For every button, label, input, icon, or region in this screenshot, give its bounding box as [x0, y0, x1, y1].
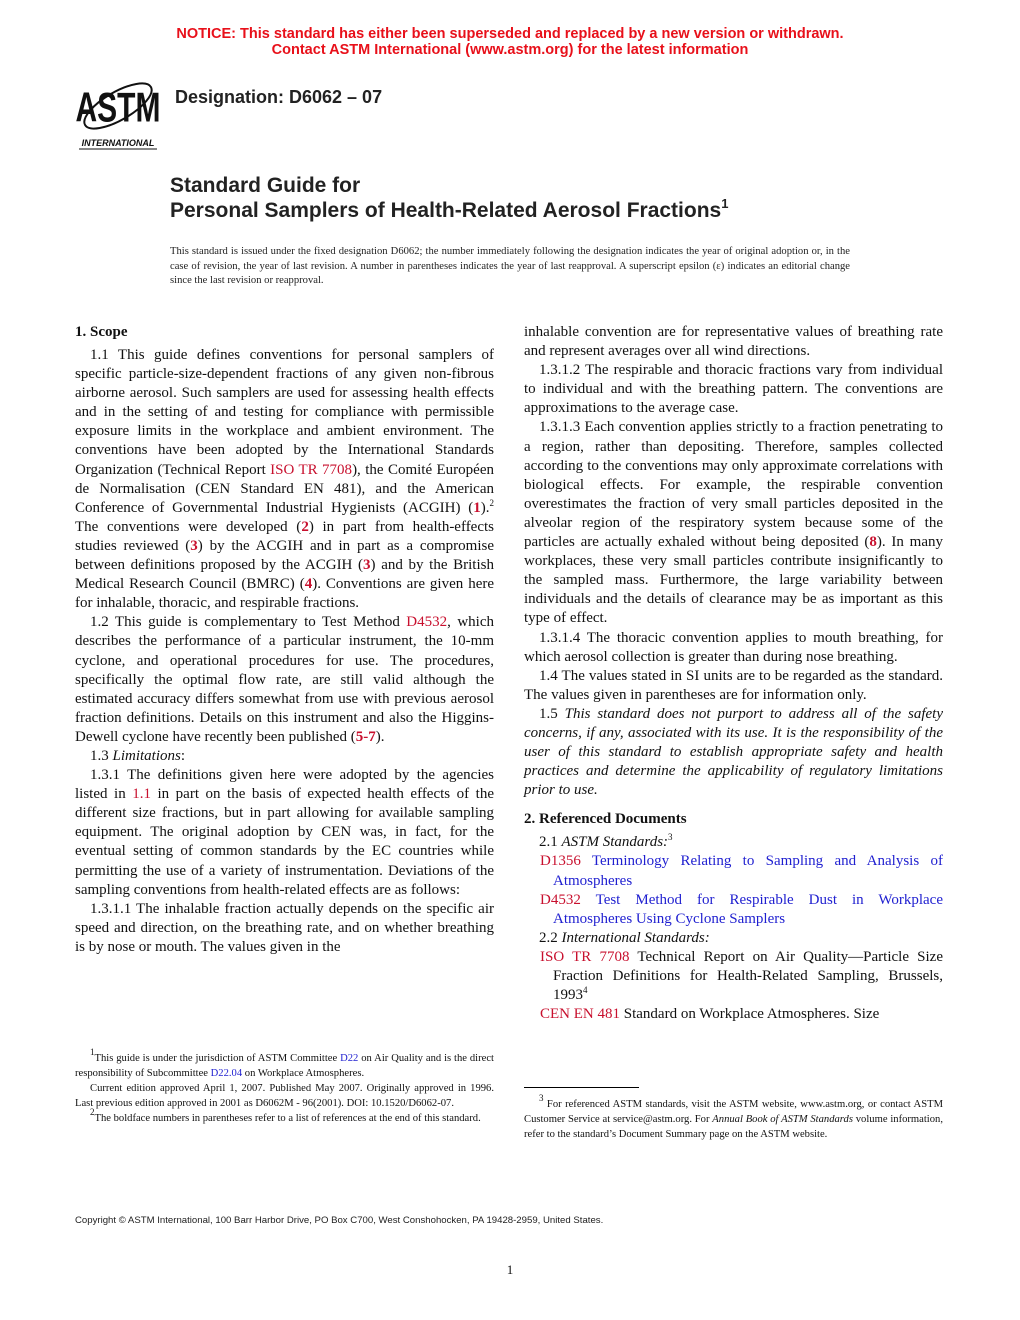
- section-heading: [75, 323, 494, 342]
- text: Standard on Workplace Atmospheres. Size: [620, 1006, 880, 1023]
- astm-logo: [76, 74, 160, 150]
- paragraph: [524, 667, 943, 705]
- text: volume information, refer to the standard’s Document Summary page on the ASTM website.: [524, 1114, 943, 1140]
- link[interactable]: D22: [340, 1053, 359, 1064]
- footnotes-right: [524, 1093, 943, 1142]
- text: 1.3: [90, 747, 113, 764]
- text: ) by the ACGIH and in part as a compromise between definitions proposed by the ACGIH (: [75, 537, 494, 574]
- link[interactable]: 1.1: [132, 786, 151, 803]
- paragraph: [75, 766, 494, 900]
- reference-number-link[interactable]: 4: [304, 576, 313, 593]
- text: 1.1 This guide defines conventions for personal samplers of specific particle-size-dependent fractions of any given non-fibrous airborne aerosol. Such samplers are used for assessing health effects and in the setting of and testing for compliance with permissible exposure limits in the workplace and ambient environment. The conventions have been adopted by the International Standards Organization (Technical Report: [75, 347, 494, 478]
- text: 2.2: [539, 929, 562, 946]
- paragraph: [75, 1107, 494, 1126]
- link[interactable]: D4532: [406, 614, 448, 631]
- text: This guide is under the jurisdiction of ASTM Committee: [94, 1053, 341, 1064]
- footnote-ref[interactable]: 2: [489, 497, 494, 508]
- footnote-ref[interactable]: 3: [668, 832, 673, 843]
- reference-number-link[interactable]: 2: [301, 518, 309, 535]
- paragraph: [524, 1093, 943, 1142]
- text: 1.4 The values stated in SI units are to be regarded as the standard. The values given in parentheses are for information only.: [524, 667, 943, 703]
- supersession-notice: [0, 26, 1020, 58]
- link[interactable]: Terminology Relating to Sampling and Analysis of Atmospheres: [553, 853, 943, 889]
- text: Technical Report on Air Quality—Particle Size Fraction Definitions for Health-Related Sampling, Brussels, 1993: [553, 948, 943, 1004]
- left-column: [75, 323, 494, 957]
- document-title: [170, 173, 728, 223]
- paragraph: [524, 361, 943, 418]
- text: on Workplace Atmospheres.: [242, 1068, 365, 1079]
- footnote-divider: [524, 1087, 639, 1088]
- paragraph: [524, 418, 943, 628]
- text: 2. Referenced Documents: [524, 811, 687, 828]
- link[interactable]: CEN EN 481: [540, 1006, 620, 1023]
- text: ). In many workplaces, these very small particles contribute insignificantly to the sampled mass. Furthermore, the large variability between individuals and the details of clearance may be as important as this type of effect.: [524, 534, 943, 627]
- reference-number-link[interactable]: 3: [190, 537, 198, 554]
- text: ).: [375, 728, 385, 745]
- reference-number-link[interactable]: 3: [363, 557, 371, 574]
- copyright: Copyright © ASTM International, 100 Barr Harbor Drive, PO Box C700, West Conshohocken, PA 19428-2959, United States.: [75, 1215, 604, 1226]
- italic-text: Annual Book of ASTM Standards: [712, 1114, 853, 1125]
- designation: Designation: D6062 – 07: [175, 87, 383, 107]
- text: 1.3.1 The definitions given here were adopted by the agencies listed in: [75, 767, 494, 803]
- svg-text:INTERNATIONAL: INTERNATIONAL: [81, 138, 155, 148]
- text: The conventions were developed (: [75, 518, 302, 535]
- text: ).: [480, 499, 490, 516]
- text: 1. Scope: [75, 324, 128, 340]
- text: in part on the basis of expected health effects of the different size fractions, but in part allowing for available sampling equipment. The original adoption by CEN was, in fact, for the eventual setting of common standards by the EC countries while permitting the use of a variety of instrumentation. Deviations of the sampling conventions from health-related effects are as follows:: [75, 786, 494, 898]
- link[interactable]: D22.04: [210, 1068, 243, 1079]
- text: ) in part from health-effects studies reviewed (: [75, 518, 495, 554]
- text: 1.3.1.3 Each convention applies strictly to a fraction penetrating to a region, rather than depositing. Therefore, samples collected according to the conventions may only approximate correlations with biological effects. For example, the respirable convention overestimates the fraction of very small particles deposited in the alveolar region of the respiratory system because some of the particles are actually exhaled without being deposited (: [524, 419, 943, 551]
- paragraph: [524, 705, 943, 800]
- text: :: [180, 747, 186, 764]
- page-number: 1: [506, 1262, 514, 1277]
- paragraph: [75, 747, 494, 766]
- paragraph: [75, 346, 494, 613]
- text: 1.3.1.2 The respirable and thoracic fractions vary from individual to individual and with the breathing pattern. The conventions are approximations to the average case.: [524, 362, 943, 417]
- italic-text: ASTM Standards:: [561, 834, 669, 851]
- text: 1.3.1.1 The inhalable fraction actually depends on the specific air speed and direction, on the breathing rate, and on whether breathing is by nose or mouth. The values given in the: [75, 900, 494, 955]
- text: 1.3.1.4 The thoracic convention applies to mouth breathing, for which aerosol collection is greater than during nose breathing.: [524, 629, 943, 665]
- reference-item: [524, 948, 943, 1005]
- paragraph: [524, 323, 943, 361]
- text: ), the Comité Européen de Normalisation (CEN Standard EN 481), and the American Conference of Governmental Industrial Hygienists (ACGIH) (: [75, 461, 494, 516]
- paragraph: [524, 629, 943, 667]
- link[interactable]: D4532: [540, 891, 581, 908]
- italic-text: International Standards:: [561, 929, 710, 946]
- link[interactable]: Test Method for Respirable Dust in Workplace Atmospheres Using Cyclone Samplers: [553, 891, 943, 927]
- issued-note: This standard is issued under the fixed designation D6062; the number immediately following the designation indicates the year of original adoption or, in the case of revision, the year of last revision. A number in parentheses indicates the year of last reapproval. A superscript epsilon (ε) indicates an editorial change since the last revision or reapproval.: [170, 246, 850, 287]
- title-line-2: Personal Samplers of Health-Related Aerosol Fractions: [170, 199, 722, 222]
- notice-line-2: Contact ASTM International (www.astm.org) for the latest information: [271, 42, 749, 58]
- text: , which describes the performance of a particular instrument, the 10-mm cyclone, and operational procedures for use. The procedures, specifically the optimal flow rate, are still valid although the estimated accuracy differs somewhat from use with previous aerosol fraction definitions. Details on this instrument and also the Higgins-Dewell cyclone have recently been published (: [75, 614, 494, 745]
- footnote-ref[interactable]: 3: [539, 1093, 544, 1103]
- text: 2.1: [539, 834, 562, 851]
- paragraph: [524, 833, 943, 852]
- footnote-ref[interactable]: 4: [583, 985, 588, 996]
- paragraph: [75, 613, 494, 747]
- text: The boldface numbers in parentheses refer to a list of references at the end of this standard.: [94, 1113, 481, 1124]
- link[interactable]: ISO TR 7708: [270, 461, 353, 478]
- title-line-1: Standard Guide for: [170, 174, 361, 197]
- text: on Air Quality and is the direct responsibility of Subcommittee: [75, 1053, 494, 1079]
- svg-text:ASTM: ASTM: [76, 83, 160, 131]
- paragraph: [75, 1047, 494, 1081]
- title-footnote-ref[interactable]: 1: [721, 196, 729, 211]
- italic-text: Limitations: [112, 747, 181, 764]
- reference-number-link[interactable]: 8: [869, 534, 877, 551]
- reference-number-link[interactable]: 1: [473, 499, 481, 516]
- paragraph: [75, 900, 494, 957]
- italic-text: This standard does not purport to address all of the safety concerns, if any, associated with its use. It is the responsibility of the user of this standard to establish appropriate safety and health practices and determine the applicability of regulatory limitations prior to use.: [524, 705, 944, 799]
- footnote-ref[interactable]: 2: [90, 1107, 95, 1117]
- text: 1.2 This guide is complementary to Test Method: [90, 614, 407, 631]
- link[interactable]: ISO TR 7708: [540, 948, 630, 965]
- text: inhalable convention are for representative values of breathing rate and represent averages over all wind directions.: [524, 324, 943, 360]
- reference-item: [524, 891, 943, 929]
- notice-line-1: NOTICE: This standard has either been superseded and replaced by a new version or withdrawn.: [176, 26, 844, 42]
- text: ). Conventions are given here for inhalable, thoracic, and respirable fractions.: [75, 576, 495, 612]
- text: ) and by the British Medical Research Council (BMRC) (: [75, 557, 494, 593]
- paragraph: [524, 929, 943, 948]
- text: 1.5: [539, 705, 565, 722]
- footnote-ref[interactable]: 1: [90, 1047, 95, 1057]
- reference-number-link[interactable]: 5-7: [355, 728, 376, 745]
- right-column: [524, 323, 943, 1024]
- text: For referenced ASTM standards, visit the ASTM website, www.astm.org, or contact ASTM Customer Service at service@astm.org. For: [524, 1099, 943, 1125]
- footnotes-left: [75, 1047, 494, 1126]
- paragraph: [75, 1081, 494, 1111]
- text: Current edition approved April 1, 2007. Published May 2007. Originally approved in 1996. Last previous edition approved in 2001 as D6062M - 96(2001). DOI: 10.1520/D6062-07.: [75, 1083, 494, 1109]
- section-heading: [524, 810, 943, 829]
- link[interactable]: D1356: [540, 853, 581, 870]
- reference-item: [524, 1005, 943, 1024]
- reference-item: [524, 852, 943, 890]
